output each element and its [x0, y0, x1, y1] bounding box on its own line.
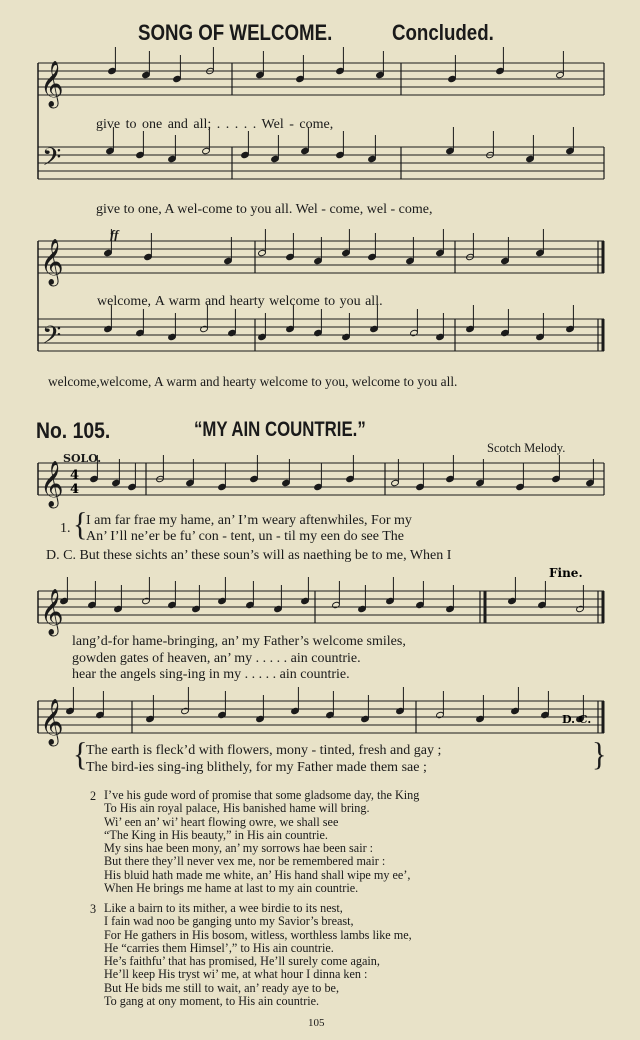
verse-line: When He brings me hame at last to my ain countrie.	[104, 881, 359, 896]
time-signature-bottom: 4	[70, 482, 80, 497]
verse-2-text	[104, 789, 419, 895]
hymn-line1-verse2: An’ I’ll ne’er be fu’ con - tent, un - til my een do see The	[86, 529, 404, 544]
verse-line: He’s faithfu’ that has promised, He’ll surely come again,	[104, 954, 380, 969]
bass-clef: 𝄢	[42, 143, 62, 178]
verse-line: “The King in His beauty,” in His ain countrie.	[104, 827, 328, 842]
dc-label: D. C.	[562, 713, 592, 726]
system2-treble-lyrics: welcome, A warm and hearty welcome to you all.	[97, 294, 383, 309]
solo-label: SOLO.	[63, 452, 102, 465]
verse-line: His bluid hath made me white, an’ His hand shall wipe my ee’,	[104, 867, 411, 882]
hymn-line2-verse1: lang’d-for hame-bringing, an’ my Father’s welcome smiles,	[72, 634, 406, 649]
hymn-title: “MY AIN COUNTRIE.”	[194, 418, 366, 441]
hymn-line3-verse2: The bird-ies sing-ing blithely, for my Father made them sae ;	[86, 760, 427, 775]
verse-3-text	[104, 902, 412, 1008]
time-signature-top: 4	[70, 468, 80, 483]
verse-line: He’ll keep His tryst wi’ me, at what hour I dinna ken :	[104, 967, 368, 982]
verse-line: My sins hae been mony, an’ my sorrows hae been sair :	[104, 841, 374, 856]
verse-line: I’ve his gude word of promise that some gladsome day, the King	[104, 788, 420, 802]
hymn-line2-dc: hear the angels sing-ing in my . . . . . ain countrie.	[72, 667, 350, 682]
staff-lines	[38, 63, 604, 733]
verse-line: But there they’ll never vex me, nor be remembered mair :	[104, 854, 386, 869]
verse-line: To gang at ony moment, to His ain countrie.	[104, 994, 320, 1009]
hymn-line1-dc: D. C. But these sichts an’ these soun’s will as naething be to me, When I	[46, 548, 452, 563]
treble-clef: 𝄞	[40, 699, 64, 745]
verse-number: 1.	[60, 521, 71, 536]
treble-clef: 𝄞	[40, 239, 64, 285]
system1-bass-lyrics: give to one, A wel-come to you all. Wel - come, wel - come,	[96, 202, 433, 217]
verse-2-number: 2	[90, 789, 97, 803]
verse-line: But He bids me still to wait, an’ ready aye to be,	[104, 980, 340, 995]
page-number: 105	[308, 1017, 325, 1029]
system1-treble-lyrics: give to one and all; . . . . . Wel - come,	[96, 117, 334, 132]
verse-line: Wi’ een an’ wi’ heart flowing owre, we shall see	[104, 814, 339, 829]
hymn-line3-verse1: The earth is fleck’d with flowers, mony - tinted, fresh and gay ;	[86, 743, 442, 758]
hymn-number: No. 105.	[36, 418, 111, 443]
brace-right-3: }	[592, 736, 607, 773]
hymn-source: Scotch Melody.	[487, 441, 566, 455]
brace-left-3: {	[73, 736, 88, 773]
section-subtitle: Concluded.	[392, 20, 494, 45]
dynamic-marking: ff	[110, 227, 119, 242]
bass-clef: 𝄢	[42, 321, 62, 356]
treble-clef: 𝄞	[40, 589, 64, 635]
section-title: SONG OF WELCOME.	[138, 20, 333, 45]
verse-line: He “carries them Himsel’,” to His ain countrie.	[104, 940, 334, 955]
treble-clef: 𝄞	[40, 461, 64, 507]
hymn-line1-verse1: I am far frae my hame, an’ I’m weary aftenwhiles, For my	[86, 513, 412, 528]
brace-left-1: {	[73, 506, 88, 543]
verse-line: I fain wad noo be ganging unto my Savior’s breast,	[104, 914, 354, 929]
system2-bass-lyrics: welcome,welcome, A warm and hearty welcome to you, welcome to you all.	[48, 374, 458, 389]
treble-clef: 𝄞	[40, 61, 64, 107]
verse-line: To His ain royal palace, His banished hame will bring.	[104, 801, 370, 816]
verse-3-number: 3	[90, 902, 97, 916]
hymn-line2-verse2: gowden gates of heaven, an’ my . . . . . ain countrie.	[72, 651, 361, 666]
verse-line: For He gathers in His bosom, witless, worthless lambs like me,	[104, 927, 412, 942]
clefs	[40, 61, 64, 747]
verse-line: Like a bairn to its mither, a wee birdie to its nest,	[104, 901, 343, 915]
fine-label: Fine.	[549, 566, 583, 580]
